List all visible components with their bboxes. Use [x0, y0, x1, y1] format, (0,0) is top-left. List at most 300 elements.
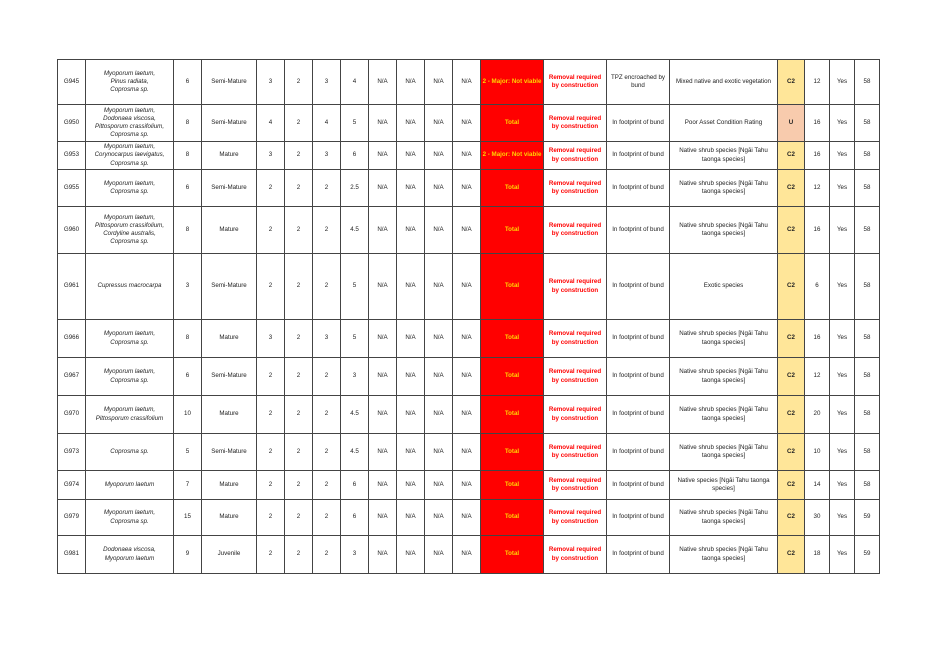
impact-cell: Total: [481, 207, 544, 254]
yes-cell: Yes: [830, 105, 855, 142]
na-cell: N/A: [397, 142, 425, 170]
score-cell: 6: [805, 254, 830, 320]
yes-cell: Yes: [830, 142, 855, 170]
value-cell: 2: [285, 396, 313, 434]
value-cell: 2: [285, 142, 313, 170]
value-cell: 6: [341, 142, 369, 170]
notes-cell: Exotic species: [670, 254, 778, 320]
stem-count: 8: [174, 320, 202, 358]
rating-cell: C2: [778, 142, 805, 170]
tree-id: G970: [58, 396, 86, 434]
page-cell: 58: [855, 434, 880, 471]
stem-count: 9: [174, 536, 202, 574]
value-cell: 2: [285, 207, 313, 254]
na-cell: N/A: [425, 207, 453, 254]
value-cell: 3: [257, 60, 285, 105]
age-class: Semi-Mature: [202, 60, 257, 105]
na-cell: N/A: [369, 471, 397, 500]
rating-cell: C2: [778, 358, 805, 396]
na-cell: N/A: [369, 396, 397, 434]
score-cell: 14: [805, 471, 830, 500]
na-cell: N/A: [369, 207, 397, 254]
species-line: Coprosma sp.: [110, 188, 149, 195]
age-class: Juvenile: [202, 536, 257, 574]
species-line: Pinus radiata,: [110, 77, 149, 85]
age-class: Semi-Mature: [202, 358, 257, 396]
value-cell: 3: [257, 142, 285, 170]
action-cell: Removal required by construction: [544, 434, 607, 471]
species-cell: [86, 358, 174, 396]
na-cell: N/A: [369, 434, 397, 471]
species-line: Myoporum laetum,: [103, 106, 156, 114]
action-cell: Removal required by construction: [544, 396, 607, 434]
species-line: Coprosma sp.: [110, 447, 149, 455]
action-cell: Removal required by construction: [544, 142, 607, 170]
tree-id: G953: [58, 142, 86, 170]
species-cell: [86, 142, 174, 170]
tree-id: G966: [58, 320, 86, 358]
table-row: [58, 105, 880, 142]
value-cell: 3: [313, 320, 341, 358]
na-cell: N/A: [425, 254, 453, 320]
value-cell: 3: [313, 142, 341, 170]
species-line: Pittosporum crassifolium,: [94, 123, 165, 130]
na-cell: N/A: [369, 105, 397, 142]
page-cell: 58: [855, 396, 880, 434]
na-cell: N/A: [397, 500, 425, 536]
species-line: Coprosma sp.: [110, 131, 149, 139]
score-cell: 20: [805, 396, 830, 434]
impact-cell: Total: [481, 170, 544, 207]
page-cell: 58: [855, 60, 880, 105]
impact-cell: Total: [481, 536, 544, 574]
species-line: Coprosma sp.: [110, 86, 149, 94]
reason-cell: In footprint of bund: [607, 358, 670, 396]
reason-cell: In footprint of bund: [607, 142, 670, 170]
rating-cell: C2: [778, 254, 805, 320]
impact-cell: 2 - Major: Not viable: [481, 142, 544, 170]
species-cell: [86, 207, 174, 254]
rating-cell: C2: [778, 170, 805, 207]
value-cell: 4: [341, 60, 369, 105]
na-cell: N/A: [397, 320, 425, 358]
na-cell: N/A: [453, 105, 481, 142]
stem-count: 8: [174, 142, 202, 170]
stem-count: 8: [174, 105, 202, 142]
species-cell: [86, 396, 174, 434]
notes-cell: Native shrub species [Ngāi Tahu taonga species]: [670, 396, 778, 434]
value-cell: 4.5: [341, 207, 369, 254]
yes-cell: Yes: [830, 60, 855, 105]
rating-cell: C2: [778, 396, 805, 434]
na-cell: N/A: [453, 500, 481, 536]
na-cell: N/A: [425, 500, 453, 536]
species-line: Cordyline australis,: [103, 230, 156, 237]
species-line: Myoporum laetum,: [103, 330, 156, 338]
age-class: Mature: [202, 142, 257, 170]
action-cell: Removal required by construction: [544, 105, 607, 142]
score-cell: 16: [805, 142, 830, 170]
value-cell: 2.5: [341, 170, 369, 207]
age-class: Mature: [202, 471, 257, 500]
notes-cell: Native shrub species [Ngāi Tahu taonga species]: [670, 320, 778, 358]
value-cell: 2: [313, 500, 341, 536]
rating-cell: C2: [778, 434, 805, 471]
species-cell: [86, 105, 174, 142]
na-cell: N/A: [369, 358, 397, 396]
value-cell: 2: [313, 170, 341, 207]
rating-cell: U: [778, 105, 805, 142]
species-line: Coprosma sp.: [110, 338, 149, 346]
species-line: Coprosma sp.: [110, 159, 149, 167]
value-cell: 2: [285, 536, 313, 574]
value-cell: 2: [257, 170, 285, 207]
na-cell: N/A: [453, 254, 481, 320]
na-cell: N/A: [397, 207, 425, 254]
notes-cell: Native shrub species [Ngāi Tahu taonga species]: [670, 170, 778, 207]
na-cell: N/A: [425, 434, 453, 471]
value-cell: 2: [257, 471, 285, 500]
reason-cell: TPZ encroached by bund: [607, 60, 670, 105]
value-cell: 2: [313, 358, 341, 396]
value-cell: 2: [257, 536, 285, 574]
score-cell: 16: [805, 105, 830, 142]
age-class: Semi-Mature: [202, 254, 257, 320]
value-cell: 2: [257, 500, 285, 536]
page-cell: 58: [855, 105, 880, 142]
tree-id: G945: [58, 60, 86, 105]
stem-count: 3: [174, 254, 202, 320]
tree-id: G974: [58, 471, 86, 500]
reason-cell: In footprint of bund: [607, 170, 670, 207]
rating-cell: C2: [778, 471, 805, 500]
value-cell: 3: [341, 358, 369, 396]
na-cell: N/A: [397, 471, 425, 500]
page-cell: 59: [855, 500, 880, 536]
tree-id: G961: [58, 254, 86, 320]
na-cell: N/A: [453, 536, 481, 574]
stem-count: 8: [174, 207, 202, 254]
table-row: [58, 536, 880, 574]
table-row: [58, 471, 880, 500]
na-cell: N/A: [425, 170, 453, 207]
notes-cell: Mixed native and exotic vegetation: [670, 60, 778, 105]
species-line: Myoporum laetum: [104, 554, 155, 562]
page-cell: 58: [855, 320, 880, 358]
page-cell: 58: [855, 254, 880, 320]
score-cell: 12: [805, 358, 830, 396]
notes-cell: Native shrub species [Ngāi Tahu taonga species]: [670, 536, 778, 574]
yes-cell: Yes: [830, 207, 855, 254]
impact-cell: Total: [481, 434, 544, 471]
species-line: Myoporum laetum,: [103, 213, 156, 221]
notes-cell: Native shrub species [Ngāi Tahu taonga species]: [670, 358, 778, 396]
page-cell: 58: [855, 142, 880, 170]
age-class: Semi-Mature: [202, 105, 257, 142]
impact-cell: Total: [481, 254, 544, 320]
na-cell: N/A: [369, 60, 397, 105]
score-cell: 12: [805, 170, 830, 207]
age-class: Mature: [202, 320, 257, 358]
na-cell: N/A: [453, 142, 481, 170]
table-row: [58, 396, 880, 434]
na-cell: N/A: [453, 320, 481, 358]
na-cell: N/A: [453, 170, 481, 207]
na-cell: N/A: [397, 60, 425, 105]
species-line: Dodonaea viscosa,: [103, 546, 156, 554]
notes-cell: Poor Asset Condition Rating: [670, 105, 778, 142]
na-cell: N/A: [369, 170, 397, 207]
reason-cell: In footprint of bund: [607, 536, 670, 574]
stem-count: 15: [174, 500, 202, 536]
value-cell: 2: [313, 536, 341, 574]
na-cell: N/A: [369, 500, 397, 536]
species-line: Myoporum laetum: [104, 480, 155, 488]
na-cell: N/A: [425, 60, 453, 105]
species-line: Myoporum laetum,: [103, 69, 156, 77]
species-cell: [86, 320, 174, 358]
table-row: [58, 320, 880, 358]
score-cell: 16: [805, 320, 830, 358]
na-cell: N/A: [453, 434, 481, 471]
value-cell: 2: [285, 254, 313, 320]
species-line: Coprosma sp.: [110, 517, 149, 525]
tree-schedule-table: [57, 59, 880, 574]
species-line: Coprosma sp.: [110, 238, 149, 246]
value-cell: 2: [257, 434, 285, 471]
yes-cell: Yes: [830, 358, 855, 396]
value-cell: 2: [257, 254, 285, 320]
reason-cell: In footprint of bund: [607, 500, 670, 536]
age-class: Mature: [202, 396, 257, 434]
yes-cell: Yes: [830, 254, 855, 320]
table-row: [58, 254, 880, 320]
value-cell: 2: [285, 320, 313, 358]
notes-cell: Native species [Ngāi Tahu taonga species]: [670, 471, 778, 500]
action-cell: Removal required by construction: [544, 536, 607, 574]
na-cell: N/A: [369, 536, 397, 574]
species-cell: [86, 170, 174, 207]
value-cell: 6: [341, 471, 369, 500]
na-cell: N/A: [453, 471, 481, 500]
value-cell: 4: [313, 105, 341, 142]
species-cell: [86, 536, 174, 574]
species-line: Corynocarpus laevigatus,: [94, 151, 165, 159]
tree-id: G950: [58, 105, 86, 142]
na-cell: N/A: [453, 207, 481, 254]
notes-cell: Native shrub species [Ngāi Tahu taonga species]: [670, 207, 778, 254]
action-cell: Removal required by construction: [544, 358, 607, 396]
yes-cell: Yes: [830, 320, 855, 358]
na-cell: N/A: [425, 358, 453, 396]
stem-count: 6: [174, 170, 202, 207]
score-cell: 16: [805, 207, 830, 254]
impact-cell: 2 - Major: Not viable: [481, 60, 544, 105]
yes-cell: Yes: [830, 396, 855, 434]
value-cell: 2: [313, 207, 341, 254]
impact-cell: Total: [481, 396, 544, 434]
age-class: Mature: [202, 500, 257, 536]
tree-id: G979: [58, 500, 86, 536]
yes-cell: Yes: [830, 434, 855, 471]
table-row: [58, 60, 880, 105]
value-cell: 2: [313, 396, 341, 434]
value-cell: 5: [341, 105, 369, 142]
table-row: [58, 500, 880, 536]
rating-cell: C2: [778, 320, 805, 358]
na-cell: N/A: [425, 142, 453, 170]
na-cell: N/A: [425, 536, 453, 574]
yes-cell: Yes: [830, 500, 855, 536]
species-line: Myoporum laetum,: [103, 509, 156, 517]
rating-cell: C2: [778, 500, 805, 536]
value-cell: 2: [285, 105, 313, 142]
yes-cell: Yes: [830, 170, 855, 207]
tree-id: G967: [58, 358, 86, 396]
reason-cell: In footprint of bund: [607, 320, 670, 358]
page-cell: 58: [855, 207, 880, 254]
action-cell: Removal required by construction: [544, 320, 607, 358]
na-cell: N/A: [425, 105, 453, 142]
rating-cell: C2: [778, 207, 805, 254]
impact-cell: Total: [481, 500, 544, 536]
species-cell: [86, 500, 174, 536]
species-line: Myoporum laetum,: [103, 406, 156, 414]
na-cell: N/A: [397, 536, 425, 574]
species-line: Dodonaea viscosa,: [103, 114, 156, 122]
value-cell: 2: [313, 471, 341, 500]
species-line: Cupressus macrocarpa: [97, 282, 162, 290]
impact-cell: Total: [481, 471, 544, 500]
species-cell: [86, 434, 174, 471]
na-cell: N/A: [397, 358, 425, 396]
yes-cell: Yes: [830, 471, 855, 500]
na-cell: N/A: [453, 396, 481, 434]
age-class: Mature: [202, 207, 257, 254]
reason-cell: In footprint of bund: [607, 254, 670, 320]
notes-cell: Native shrub species [Ngāi Tahu taonga species]: [670, 434, 778, 471]
reason-cell: In footprint of bund: [607, 471, 670, 500]
tree-id: G973: [58, 434, 86, 471]
value-cell: 2: [285, 358, 313, 396]
species-line: Myoporum laetum,: [103, 179, 156, 187]
value-cell: 6: [341, 500, 369, 536]
na-cell: N/A: [425, 320, 453, 358]
yes-cell: Yes: [830, 536, 855, 574]
na-cell: N/A: [369, 254, 397, 320]
score-cell: 12: [805, 60, 830, 105]
rating-cell: C2: [778, 536, 805, 574]
score-cell: 18: [805, 536, 830, 574]
rating-cell: C2: [778, 60, 805, 105]
page-cell: 59: [855, 536, 880, 574]
na-cell: N/A: [397, 396, 425, 434]
value-cell: 5: [341, 320, 369, 358]
impact-cell: Total: [481, 320, 544, 358]
action-cell: Removal required by construction: [544, 500, 607, 536]
reason-cell: In footprint of bund: [607, 207, 670, 254]
table-row: [58, 170, 880, 207]
stem-count: 7: [174, 471, 202, 500]
page-cell: 58: [855, 170, 880, 207]
na-cell: N/A: [425, 471, 453, 500]
na-cell: N/A: [397, 105, 425, 142]
na-cell: N/A: [369, 320, 397, 358]
stem-count: 6: [174, 60, 202, 105]
value-cell: 2: [285, 471, 313, 500]
reason-cell: In footprint of bund: [607, 434, 670, 471]
value-cell: 4: [257, 105, 285, 142]
species-line: Coprosma sp.: [110, 376, 149, 384]
value-cell: 2: [313, 434, 341, 471]
impact-cell: Total: [481, 358, 544, 396]
score-cell: 30: [805, 500, 830, 536]
age-class: Semi-Mature: [202, 434, 257, 471]
value-cell: 3: [341, 536, 369, 574]
action-cell: Removal required by construction: [544, 471, 607, 500]
age-class: Semi-Mature: [202, 170, 257, 207]
action-cell: Removal required by construction: [544, 170, 607, 207]
table-row: [58, 142, 880, 170]
stem-count: 6: [174, 358, 202, 396]
table-row: [58, 358, 880, 396]
action-cell: Removal required by construction: [544, 207, 607, 254]
reason-cell: In footprint of bund: [607, 396, 670, 434]
value-cell: 2: [257, 207, 285, 254]
page-cell: 58: [855, 471, 880, 500]
page-cell: 58: [855, 358, 880, 396]
value-cell: 4.5: [341, 396, 369, 434]
value-cell: 2: [313, 254, 341, 320]
na-cell: N/A: [397, 170, 425, 207]
species-line: Pittosporum crassifolium,: [94, 221, 165, 229]
na-cell: N/A: [369, 142, 397, 170]
score-cell: 10: [805, 434, 830, 471]
impact-cell: Total: [481, 105, 544, 142]
value-cell: 2: [257, 358, 285, 396]
notes-cell: Native shrub species [Ngāi Tahu taonga species]: [670, 142, 778, 170]
table-row: [58, 434, 880, 471]
stem-count: 5: [174, 434, 202, 471]
species-line: Myoporum laetum,: [103, 143, 156, 151]
na-cell: N/A: [425, 396, 453, 434]
value-cell: 3: [257, 320, 285, 358]
species-cell: [86, 254, 174, 320]
species-cell: [86, 471, 174, 500]
value-cell: 2: [285, 434, 313, 471]
action-cell: Removal required by construction: [544, 254, 607, 320]
value-cell: 2: [257, 396, 285, 434]
value-cell: 5: [341, 254, 369, 320]
species-line: Myoporum laetum,: [103, 368, 156, 376]
tree-id: G960: [58, 207, 86, 254]
action-cell: Removal required by construction: [544, 60, 607, 105]
table-row: [58, 207, 880, 254]
value-cell: 4.5: [341, 434, 369, 471]
notes-cell: Native shrub species [Ngāi Tahu taonga species]: [670, 500, 778, 536]
tree-id: G981: [58, 536, 86, 574]
value-cell: 2: [285, 500, 313, 536]
na-cell: N/A: [453, 358, 481, 396]
value-cell: 3: [313, 60, 341, 105]
value-cell: 2: [285, 170, 313, 207]
stem-count: 10: [174, 396, 202, 434]
reason-cell: In footprint of bund: [607, 105, 670, 142]
na-cell: N/A: [397, 254, 425, 320]
species-line: Pittosporum crassifolium: [95, 414, 164, 422]
tree-id: G955: [58, 170, 86, 207]
species-cell: [86, 60, 174, 105]
